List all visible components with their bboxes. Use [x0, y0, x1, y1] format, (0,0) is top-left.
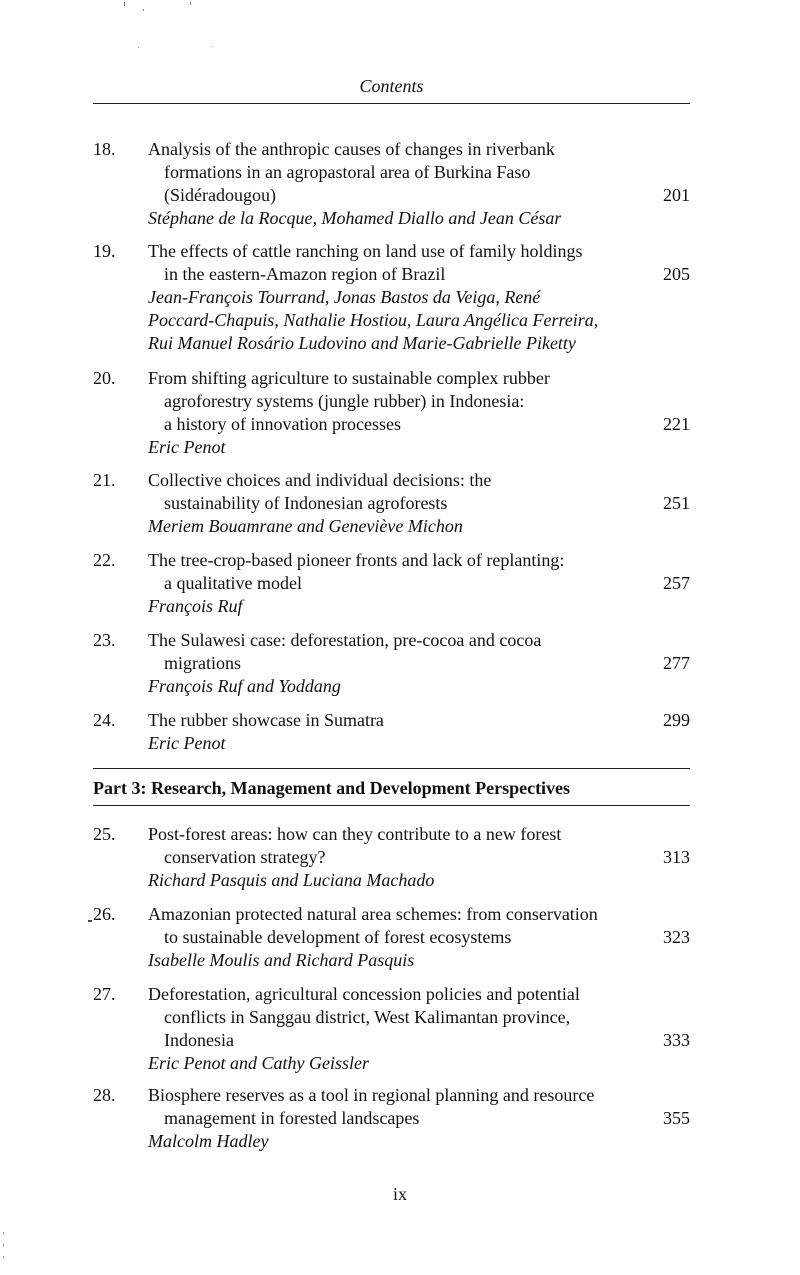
page-number: 201: [663, 185, 690, 205]
scan-speck: [88, 920, 92, 922]
scan-speck: [3, 1244, 4, 1247]
toc-entry-18: [93, 138, 690, 230]
entry-number: 22.: [93, 550, 116, 570]
toc-entry-27: [93, 983, 690, 1075]
entry-number: 24.: [93, 710, 116, 730]
title-line: (Sidéradougou): [164, 185, 276, 205]
title-line: in the eastern-Amazon region of Brazil: [164, 264, 446, 284]
title-line: Amazonian protected natural area schemes: from conservation: [148, 904, 598, 924]
title-line: Collective choices and individual decisions: the: [148, 470, 492, 490]
title-line: a qualitative model: [164, 573, 302, 593]
entry-number: 28.: [93, 1085, 116, 1105]
title-line: Post-forest areas: how can they contribute to a new forest: [148, 824, 562, 844]
entry-number: 21.: [93, 470, 116, 490]
entry-authors: [148, 869, 690, 892]
author-line: François Ruf: [148, 596, 243, 616]
title-line: migrations: [164, 653, 241, 673]
author-line: Rui Manuel Rosário Ludovino and Marie-Gabrielle Piketty: [148, 333, 576, 353]
part-rule-top: [93, 768, 690, 769]
toc-entry-19: [93, 240, 690, 355]
entry-title: [148, 549, 690, 595]
title-line: The rubber showcase in Sumatra: [148, 710, 384, 730]
title-line: Deforestation, agricultural concession policies and potential: [148, 984, 580, 1004]
part-heading: Part 3: Research, Management and Development Perspectives: [93, 778, 571, 798]
entry-number: 19.: [93, 241, 116, 261]
scan-speck: [143, 9, 144, 11]
toc-entry-20: [93, 367, 690, 459]
page-number: 333: [663, 1030, 690, 1050]
scan-speck: [212, 46, 213, 47]
title-line: a history of innovation processes: [164, 414, 401, 434]
toc-entry-25: [93, 823, 690, 892]
page-number: 221: [663, 414, 690, 434]
entry-title: [148, 903, 690, 949]
title-line: formations in an agropastoral area of Burkina Faso: [164, 162, 531, 182]
author-line: François Ruf and Yoddang: [148, 676, 341, 696]
title-line: The Sulawesi case: deforestation, pre-cocoa and cocoa: [148, 630, 542, 650]
title-line: The effects of cattle ranching on land use of family holdings: [148, 241, 583, 261]
page-number: 299: [663, 710, 690, 730]
entry-title: [148, 983, 690, 1052]
page-number: 251: [663, 493, 690, 513]
title-line: to sustainable development of forest ecosystems: [164, 927, 512, 947]
toc-entry-24: [93, 709, 690, 755]
page-number: 313: [663, 847, 690, 867]
author-line: Stéphane de la Rocque, Mohamed Diallo and Jean César: [148, 208, 562, 228]
entry-authors: [148, 675, 690, 698]
title-line: sustainability of Indonesian agroforests: [164, 493, 448, 513]
title-line: agroforestry systems (jungle rubber) in Indonesia:: [164, 391, 525, 411]
entry-number: 23.: [93, 630, 116, 650]
entry-title: [148, 138, 690, 207]
scan-speck: [3, 1256, 4, 1259]
author-line: Eric Penot: [148, 733, 226, 753]
title-line: management in forested landscapes: [164, 1108, 420, 1128]
entry-title: [148, 823, 690, 869]
author-line: Jean-François Tourrand, Jonas Bastos da Veiga, René: [148, 287, 541, 307]
author-line: Malcolm Hadley: [148, 1131, 269, 1151]
toc-entry-26: [93, 903, 690, 972]
author-line: Eric Penot and Cathy Geissler: [148, 1053, 369, 1073]
entry-authors: [148, 436, 690, 459]
entry-authors: [148, 732, 690, 755]
page-number: 205: [663, 264, 690, 284]
author-line: Richard Pasquis and Luciana Machado: [148, 870, 435, 890]
entry-title: [148, 709, 690, 732]
entry-number: 26.: [93, 904, 116, 924]
entry-authors: [148, 515, 690, 538]
entry-authors: [148, 286, 690, 355]
title-line: Biosphere reserves as a tool in regional planning and resource: [148, 1085, 595, 1105]
toc-entry-21: [93, 469, 690, 538]
entry-number: 25.: [93, 824, 116, 844]
scan-speck: [124, 2, 125, 6]
page-number: 277: [663, 653, 690, 673]
title-line: Indonesia: [164, 1030, 234, 1050]
toc-entry-28: [93, 1084, 690, 1153]
entry-title: [148, 469, 690, 515]
page-number: 257: [663, 573, 690, 593]
toc-entry-22: [93, 549, 690, 618]
entry-authors: [148, 207, 690, 230]
entry-authors: [148, 1052, 690, 1075]
entry-title: [148, 629, 690, 675]
toc-entry-23: [93, 629, 690, 698]
title-line: From shifting agriculture to sustainable complex rubber: [148, 368, 550, 388]
header-rule: [93, 103, 690, 104]
entry-authors: [148, 949, 690, 972]
page-folio: ix: [392, 1184, 407, 1204]
title-line: conservation strategy?: [164, 847, 326, 867]
part-rule-bottom: [93, 805, 690, 806]
title-line: conflicts in Sanggau district, West Kalimantan province,: [164, 1007, 571, 1027]
entry-number: 20.: [93, 368, 116, 388]
author-line: Meriem Bouamrane and Geneviève Michon: [148, 516, 463, 536]
entry-authors: [148, 1130, 690, 1153]
entry-title: [148, 367, 690, 436]
author-line: Poccard-Chapuis, Nathalie Hostiou, Laura Angélica Ferreira,: [148, 310, 599, 330]
entry-title: [148, 1084, 690, 1130]
title-line: Analysis of the anthropic causes of changes in riverbank: [148, 139, 555, 159]
running-head: Contents: [359, 76, 424, 96]
scan-speck: [190, 2, 191, 5]
scan-speck: [3, 1232, 4, 1235]
entry-number: 27.: [93, 984, 116, 1004]
entry-number: 18.: [93, 139, 116, 159]
scan-speck: [138, 47, 139, 48]
entry-authors: [148, 595, 690, 618]
author-line: Eric Penot: [148, 437, 226, 457]
title-line: The tree-crop-based pioneer fronts and lack of replanting:: [148, 550, 565, 570]
page-number: 323: [663, 927, 690, 947]
author-line: Isabelle Moulis and Richard Pasquis: [148, 950, 415, 970]
page-number: 355: [663, 1108, 690, 1128]
entry-title: [148, 240, 690, 286]
